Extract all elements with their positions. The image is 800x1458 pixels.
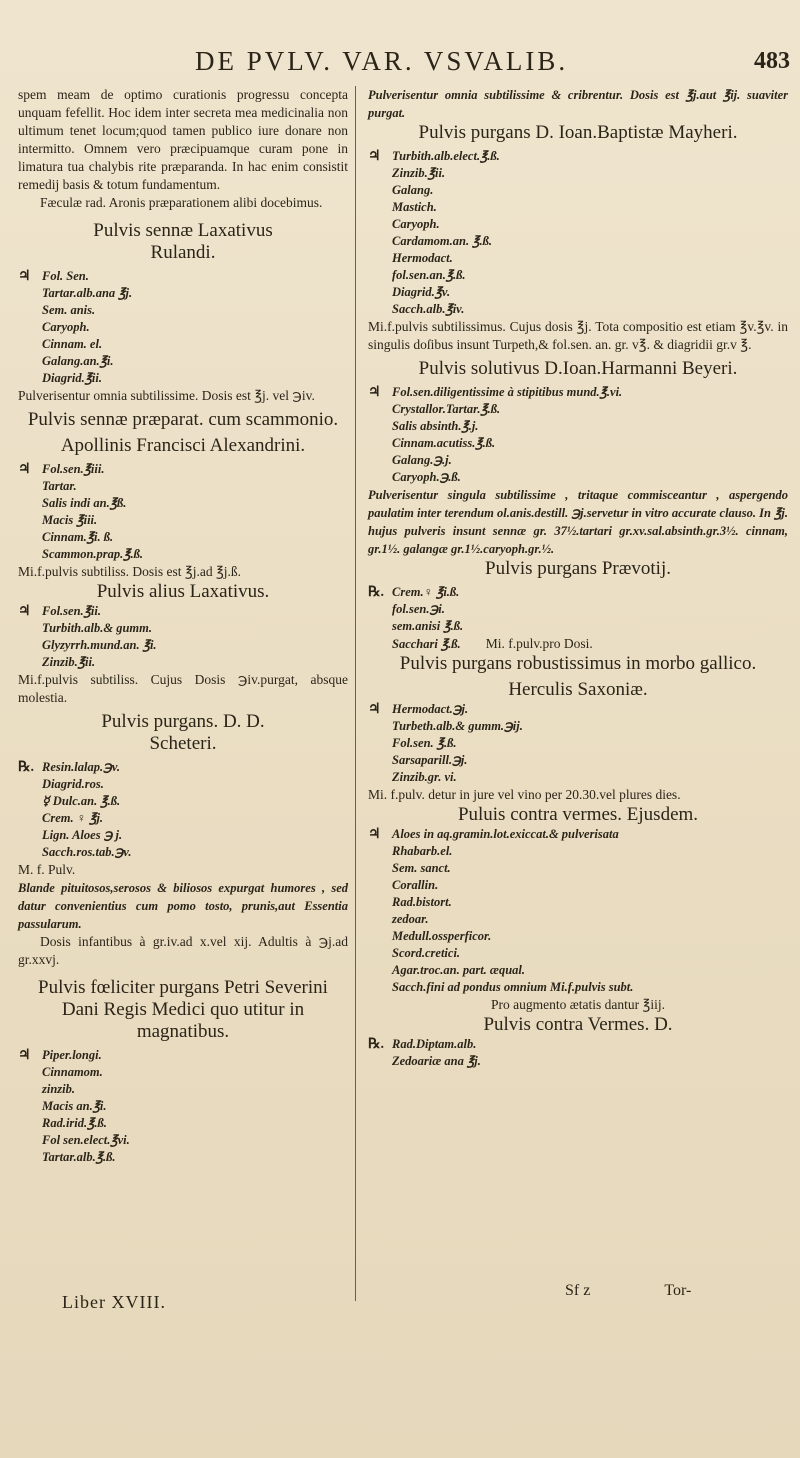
ingredient: Crystallor.Tartar.℥.ß. [392, 402, 501, 416]
recipe-author: Apollinis Francisci Alexandrini. [60, 435, 306, 456]
ingredient: Scord.cretici. [392, 946, 461, 960]
recipe-title: Pulvis purgans D. Ioan.Baptistæ Mayheri. [418, 122, 738, 143]
recipe-author: Scheteri. [149, 733, 217, 754]
jupiter-symbol: ♃ [368, 149, 381, 164]
ingredient: Turbith.alb.& gumm. [42, 621, 152, 635]
ingredient: Salis indi an.℥ß. [42, 496, 127, 510]
recipe-close: Mi.f.pulvis subtiliss. Cujus Dosis ℈iv.purgat, absque molestia. [18, 672, 348, 705]
recipe-close: Pulverisentur singula subtilissime , tritaque commisceantur , aspergendo paulatim inter terendum ol.anis.destill. ℈j.servetur in vitro accurate clauso. In ℥j. hujus pulveris insunt sennæ gr. 37½.tartari gr.xv.sal.absinth.gr.3½. cinnam, gr.1½. galangæ gr.1½.caryoph.gr.½. [368, 488, 788, 556]
jupiter-symbol: ♃ [18, 462, 31, 477]
ingredient: Cinnamom. [42, 1065, 103, 1079]
ingredient: Hermodact. [392, 251, 453, 265]
ingredient: Crem. ♀ ℥j. [42, 811, 104, 825]
ingredient: ℞. Rad.Diptam.alb. [368, 1037, 477, 1052]
recipe-symbol: ℞. [18, 760, 35, 775]
ingredient: ♃ Hermodact.℈j. [368, 702, 469, 717]
recipe-title: Pulvis contra Vermes. D. [483, 1014, 673, 1035]
ingredient: ♃ Piper.longi. [18, 1048, 102, 1063]
recipe-title: Pulvis purgans Prævotij. [485, 558, 671, 579]
recipe-close: Mi.f.pulvis subtilissimus. Cujus dosis ℥j. Tota compositio est etiam ℥v.℥v. in singulis doſibus insunt Turpeth,& fol.sen. an. gr. v℥. & diagridii gr.v ℥. [368, 319, 788, 352]
recipe-symbol: ℞. [368, 1037, 385, 1052]
ingredient: Zedoariæ ana ℥j. [392, 1054, 481, 1068]
ingredient: Macis an.℥i. [42, 1099, 107, 1113]
jupiter-symbol: ♃ [18, 604, 31, 619]
ingredient: Sacch.fini ad pondus omnium Mi.f.pulvis subt. [392, 980, 634, 994]
ingredient: Sacch.ros.tab.℈v. [42, 845, 132, 859]
recipe-close: Pro augmento ætatis dantur ℥iij. [491, 997, 665, 1012]
ingredient: Salis absinth.℥.j. [392, 419, 479, 433]
ingredient: fol.sen.an.℥.ß. [392, 268, 466, 282]
recipe-close: Mi.f.pulvis subtiliss. Dosis est ℥j.ad ℥j.ß. [18, 564, 241, 579]
ingredient: Sacchari ℥.ß. Mi. f.pulv.pro Dosi. [392, 636, 593, 651]
ingredient: Cinnam.acutiss.℥.ß. [392, 436, 496, 450]
ingredient: Caryoph. [392, 217, 440, 231]
recipe-close: Pulverisentur omnia subtilissime. Dosis est ℥j. vel ℈iv. [18, 388, 315, 403]
ingredient: Rhabarb.el. [392, 844, 453, 858]
ingredient: Medull.ossperficor. [392, 929, 492, 943]
ingredient: fol.sen.℈i. [392, 602, 445, 616]
ingredient: ♃ Fol.sen.℥iii. [18, 462, 105, 477]
ingredient: ♃ Fol.sen.diligentissime à stipitibus mund.℥.vi. [368, 385, 623, 400]
ingredient: Turbeth.alb.& gumm.℈ij. [392, 719, 523, 733]
ingredient: Fol.sen. ℥.ß. [392, 736, 457, 750]
jupiter-symbol: ♃ [368, 702, 381, 717]
ingredient: Caryoph.℈.ß. [392, 470, 461, 484]
ingredient: Sem. sanct. [392, 861, 451, 875]
catchword: Tor- [664, 1282, 692, 1299]
intro-paragraph: spem meam de optimo curationis progressu concepta unquam fefellit. Hoc idem inter secreta mea medicinalia non ultimum tenet locum;quod tamen publico iure donare non intermitto. Omnem vero præcipuamque curam pone in limatura tua chalybis rite præparanda. In hac enim consistit remedij basis & totum fundamentum. [18, 87, 348, 192]
recipe-dosis: Dosis infantibus à gr.iv.ad x.vel xij. Adultis à ℈j.ad gr.xxvj. [18, 934, 348, 967]
recipe-title: Pulvis purgans robustissimus in morbo gallico. [399, 653, 757, 674]
footer-right [565, 1282, 785, 1300]
recipe-mfpulv: M. f. Pulv. [18, 862, 76, 877]
recipe-title: Pulvis purgans. D. D. [101, 711, 265, 732]
ingredient: Cardamom.an. ℥.ß. [392, 234, 492, 248]
ingredient: Tartar. [42, 479, 77, 493]
recipe-title: Pulvis alius Laxativus. [96, 581, 270, 602]
page-number: 483 [754, 48, 790, 74]
signature-mark: Sf z [565, 1282, 591, 1299]
ingredient: Zinzib.℥ii. [42, 655, 96, 669]
ingredient: Rad.irid.℥.ß. [42, 1116, 107, 1130]
recipe-author: Rulandi. [150, 242, 216, 263]
footer-signature: Liber XVIII. [62, 1292, 166, 1312]
ingredient: Diagrid.℥v. [392, 285, 451, 299]
ingredient: Corallin. [392, 878, 439, 892]
recipe-author: Herculis Saxoniæ. [508, 679, 648, 700]
ingredient: Macis ℥iii. [42, 513, 98, 527]
column-divider [355, 86, 356, 1301]
ingredient: Caryoph. [42, 320, 90, 334]
page-header [30, 46, 790, 80]
ingredient: Scammon.prap.℥.ß. [42, 547, 143, 561]
ingredient: Lign. Aloes ℈ j. [42, 828, 123, 842]
ingredient: Galang.℈.j. [392, 453, 452, 467]
ingredient: ♃ Fol. Sen. [18, 269, 89, 284]
recipe-close: Mi. f.pulv. detur in jure vel vino per 20.30.vel plures dies. [368, 787, 681, 802]
left-column [18, 86, 348, 1166]
jupiter-symbol: ♃ [18, 1048, 31, 1063]
ingredient: Zinzib.gr. vi. [392, 770, 457, 784]
ingredient: Rad.bistort. [392, 895, 452, 909]
faeculae-paragraph: Fæculæ rad. Aronis præparationem alibi docebimus. [40, 195, 323, 210]
ingredient: Sacch.alb.℥iv. [392, 302, 465, 316]
ingredient: Diagrid.ros. [42, 777, 104, 791]
ingredient: ☿ Dulc.an. ℥.ß. [42, 794, 121, 808]
ingredient: Cinnam.℥i. ß. [42, 530, 114, 544]
jupiter-symbol: ♃ [368, 385, 381, 400]
ingredient: zinzib. [42, 1082, 76, 1096]
ingredient: Sem. anis. [42, 303, 96, 317]
right-column [368, 86, 788, 1070]
ingredient: Mastich. [392, 200, 437, 214]
ingredient: ♃ Fol.sen.℥ii. [18, 604, 101, 619]
jupiter-symbol: ♃ [368, 827, 381, 842]
recipe-title: Pulvis sennæ præparat. cum scammonio. [27, 409, 339, 430]
ingredient: Cinnam. el. [42, 337, 103, 351]
ingredient: Diagrid.℥ii. [42, 371, 103, 385]
ingredient: ℞. Crem.♀ ℥i.ß. [368, 585, 460, 600]
recipe-note: Blande pituitosos,serosos & biliosos expurgat humores , sed datur convenientius cum pomo tosto, prunis,aut Essentia passularum. [18, 881, 348, 931]
running-title: DE PVLV. VAR. VSVALIB. [195, 46, 569, 76]
ingredient: Galang.an.℥i. [42, 354, 114, 368]
recipe-title: Pulvis sennæ Laxativus [93, 220, 273, 241]
ingredient: Glyzyrrh.mund.an. ℥i. [42, 638, 157, 652]
recipe-title: Pulvis fœliciter purgans Petri Severini Dani Regis Medici quo utitur in magnatibus. [38, 977, 328, 1042]
ingredient: Agar.troc.an. part. æqual. [392, 963, 526, 977]
recipe-title: Puluis contra vermes. Ejusdem. [457, 804, 699, 825]
ingredient: Sarsaparill.℈j. [392, 753, 468, 767]
recipe-symbol: ℞. [368, 585, 385, 600]
ingredient: Tartar.alb.ana ℥j. [42, 286, 133, 300]
ingredient: ℞. Resin.lalap.℈v. [18, 760, 121, 775]
ingredient: Zinzib.℥ii. [392, 166, 446, 180]
ingredient: ♃ Turbith.alb.elect.℥.ß. [368, 149, 500, 164]
jupiter-symbol: ♃ [18, 269, 31, 284]
ingredient: zedoar. [392, 912, 429, 926]
ingredient: Tartar.alb.℥.ß. [42, 1150, 116, 1164]
recipe-title: Pulvis solutivus D.Ioan.Harmanni Beyeri. [418, 358, 738, 379]
ingredient: sem.anisi ℥.ß. [392, 619, 464, 633]
ingredient: Galang. [392, 183, 434, 197]
ingredient: Fol sen.elect.℥vi. [42, 1133, 130, 1147]
recipe-close: Pulverisentur omnia subtilissime & cribrentur. Dosis est ℥j.aut ℥ij. suaviter purgat. [368, 88, 788, 120]
ingredient: ♃ Aloes in aq.gramin.lot.exiccat.& pulverisata [368, 827, 619, 842]
